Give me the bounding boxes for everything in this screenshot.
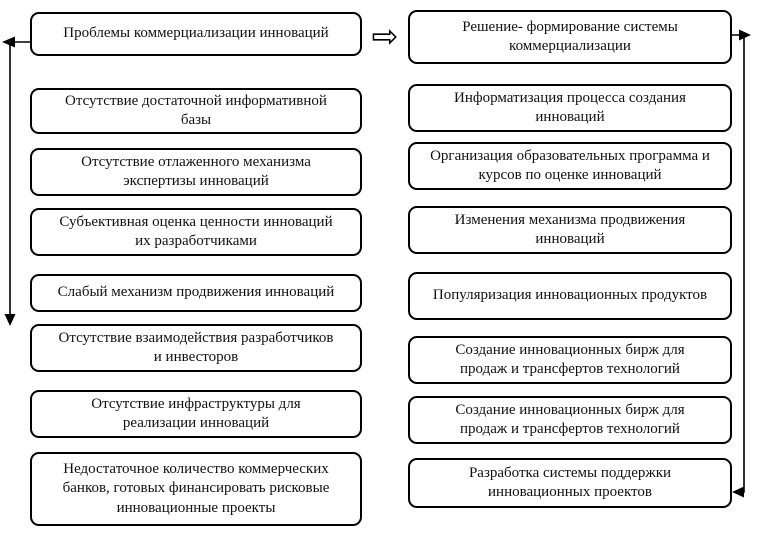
left-bracket-connector bbox=[2, 37, 30, 327]
problem-label: Недостаточное количество коммерческих банков, готовых финансировать рисковые инновационные проекты bbox=[62, 461, 330, 516]
problem-box bbox=[30, 88, 362, 134]
problem-box bbox=[30, 274, 362, 312]
solutions-header-label: Решение- формирование системы коммерциализации bbox=[462, 18, 678, 54]
solution-label: Разработка системы поддержки инновационных проектов bbox=[468, 464, 672, 500]
solution-box bbox=[408, 336, 732, 384]
arrowhead-into-box-icon bbox=[732, 487, 744, 498]
arrowhead-left-icon bbox=[2, 37, 15, 48]
solution-box bbox=[408, 458, 732, 508]
solution-label: Изменения механизма продвижения инноваций bbox=[454, 211, 686, 247]
solution-box bbox=[408, 142, 732, 190]
solution-box bbox=[408, 84, 732, 132]
solution-box bbox=[408, 272, 732, 320]
problems-header-box bbox=[30, 12, 362, 56]
problem-box bbox=[30, 148, 362, 196]
solution-label: Популяризация инновационных продуктов bbox=[432, 287, 708, 304]
problem-box bbox=[30, 208, 362, 256]
problem-box bbox=[30, 452, 362, 526]
solution-label: Создание инновационных бирж для продаж и трансфертов технологий bbox=[455, 341, 685, 377]
flow-arrow-icon: ⇨ bbox=[371, 17, 399, 55]
problem-label: Слабый механизм продвижения инноваций bbox=[57, 284, 335, 301]
arrowhead-right-icon bbox=[739, 30, 751, 41]
problem-label: Отсутствие инфраструктуры для реализации инноваций bbox=[91, 395, 301, 431]
solution-label: Создание инновационных бирж для продаж и трансфертов технологий bbox=[455, 401, 685, 437]
problems-header-label: Проблемы коммерциализации инноваций bbox=[63, 25, 329, 42]
right-bracket-connector bbox=[730, 30, 751, 498]
problem-label: Субъективная оценка ценности инноваций их разработчиками bbox=[59, 213, 333, 249]
solution-label: Информатизация процесса создания инноваций bbox=[454, 89, 686, 125]
solution-box bbox=[408, 206, 732, 254]
solution-box bbox=[408, 396, 732, 444]
solutions-header-box bbox=[408, 10, 732, 64]
arrowhead-down-icon bbox=[5, 314, 16, 326]
problem-label: Отсутствие взаимодействия разработчиков и инвесторов bbox=[58, 329, 334, 365]
problem-label: Отсутствие отлаженного механизма экспертизы инноваций bbox=[81, 153, 311, 189]
problem-box bbox=[30, 324, 362, 372]
problem-label: Отсутствие достаточной информативной базы bbox=[65, 92, 327, 128]
solution-label: Организация образовательных программа и курсов по оценке инноваций bbox=[430, 147, 710, 183]
problem-box bbox=[30, 390, 362, 438]
